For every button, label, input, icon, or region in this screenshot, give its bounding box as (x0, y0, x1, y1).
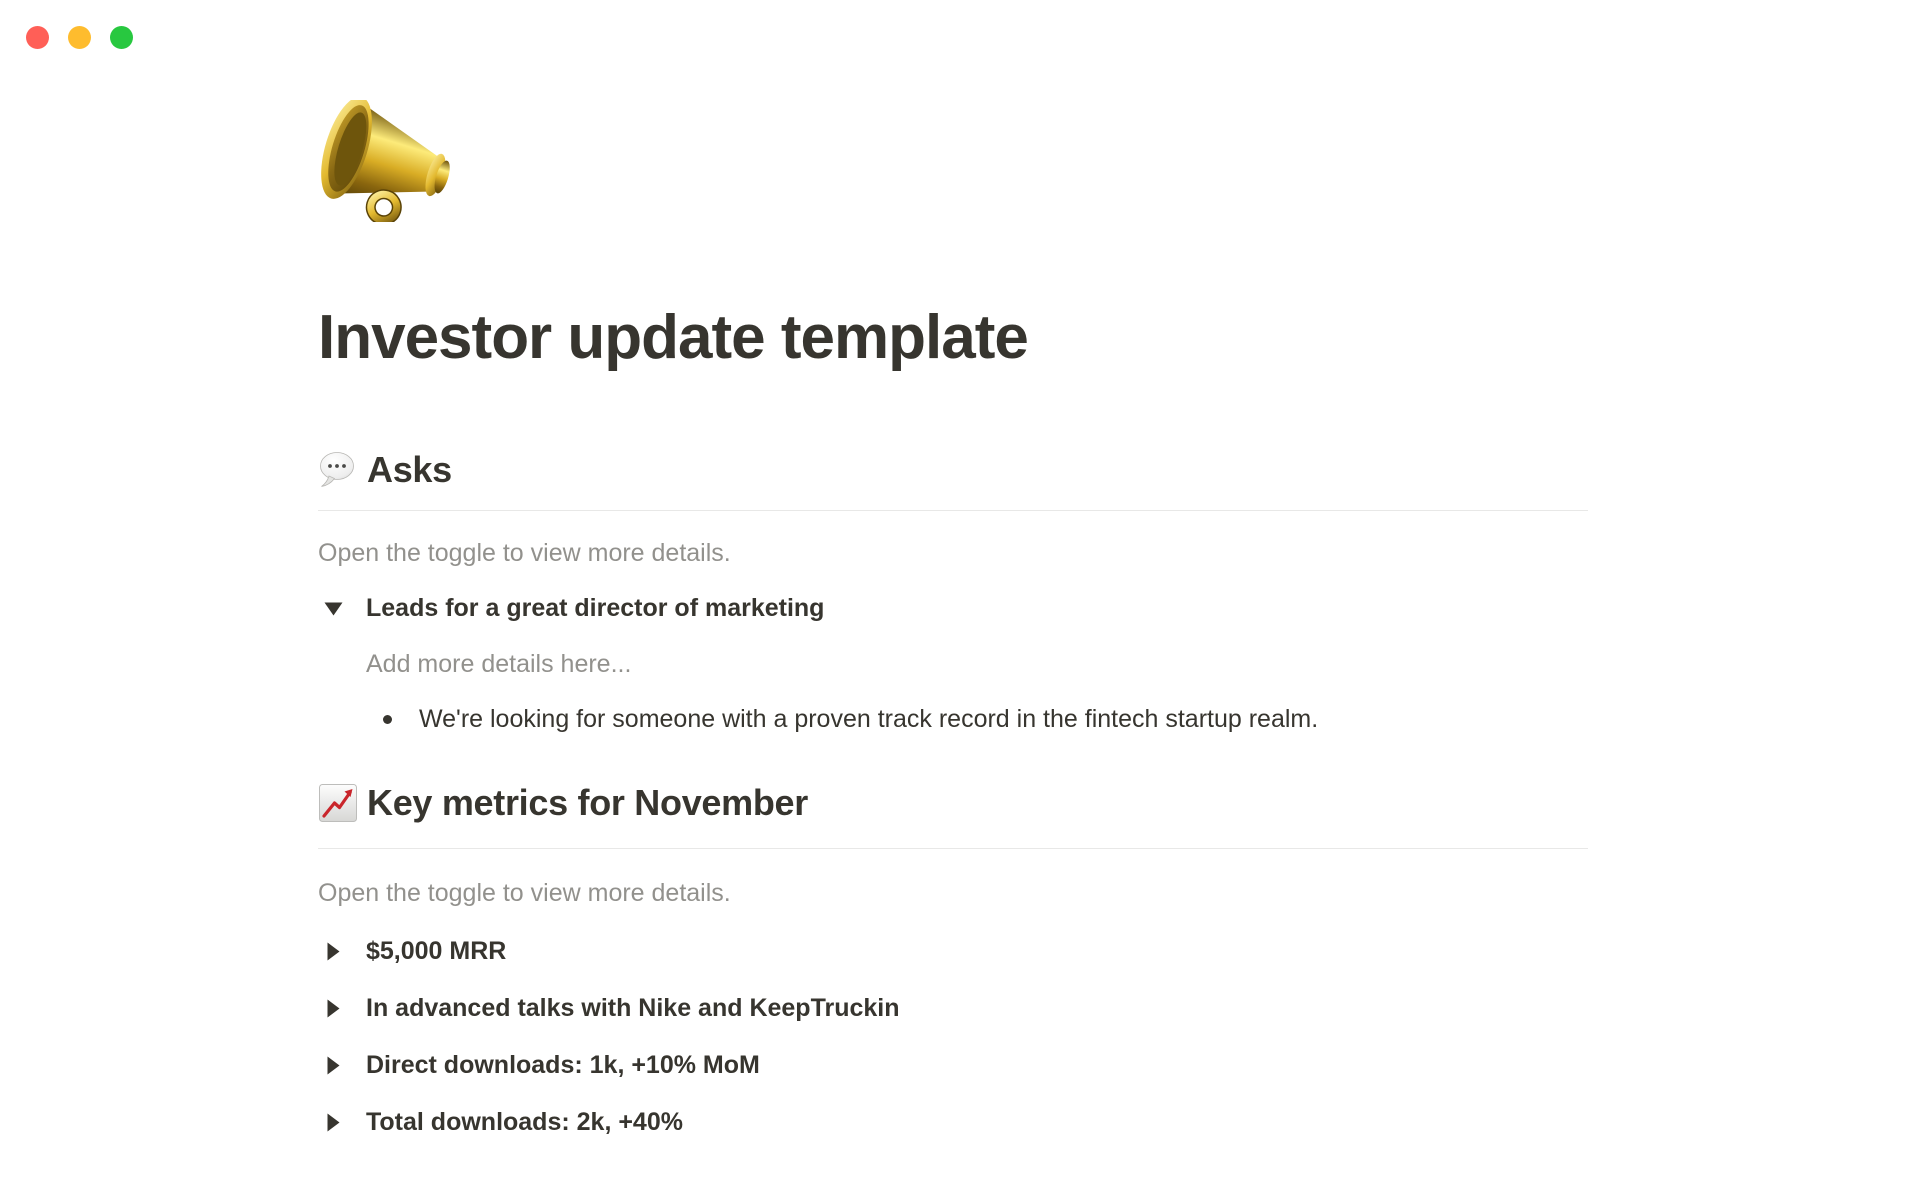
bulleted-list-item[interactable] (366, 703, 1588, 736)
toggle-advanced-talks[interactable] (318, 992, 1588, 1024)
chevron-right-icon[interactable] (318, 992, 348, 1024)
window-controls (26, 26, 133, 49)
minimize-window-button[interactable] (68, 26, 91, 49)
toggle-direct-downloads[interactable] (318, 1049, 1588, 1081)
chevron-right-icon[interactable] (318, 1106, 348, 1138)
close-window-button[interactable] (26, 26, 49, 49)
toggle-mrr[interactable] (318, 935, 1588, 967)
toggle-label: In advanced talks with Nike and KeepTruckin (366, 993, 900, 1022)
chevron-right-icon[interactable] (318, 935, 348, 967)
toggle-label: Leads for a great director of marketing (366, 593, 825, 622)
page-title: Investor update template (318, 303, 1028, 372)
hint-text: Open the toggle to view more details. (318, 879, 731, 907)
section-heading-key-metrics (318, 780, 1588, 826)
toggle-leads-director[interactable] (318, 592, 1588, 624)
placeholder-text[interactable]: Add more details here... (366, 650, 632, 678)
megaphone-emoji[interactable] (318, 100, 463, 222)
toggle-label: Total downloads: 2k, +40% (366, 1107, 683, 1136)
zoom-window-button[interactable] (110, 26, 133, 49)
toggle-total-downloads[interactable] (318, 1106, 1588, 1138)
toggle-label: Direct downloads: 1k, +10% MoM (366, 1050, 760, 1079)
chevron-down-icon[interactable] (318, 592, 348, 624)
divider (318, 848, 1588, 849)
toggle-children (366, 648, 1588, 736)
bullet-icon (383, 715, 392, 724)
speech-balloon-icon (318, 450, 358, 490)
section-heading-asks (318, 447, 1588, 493)
chart-increasing-icon (318, 783, 358, 823)
bullet-text: We're looking for someone with a proven track record in the fintech startup realm. (419, 705, 1319, 733)
section-heading-text: Key metrics for November (367, 782, 808, 823)
page-content (318, 0, 1588, 1138)
divider (318, 510, 1588, 511)
hint-text: Open the toggle to view more details. (318, 539, 731, 567)
toggle-label: $5,000 MRR (366, 936, 507, 965)
section-heading-text: Asks (367, 449, 452, 490)
chevron-right-icon[interactable] (318, 1049, 348, 1081)
